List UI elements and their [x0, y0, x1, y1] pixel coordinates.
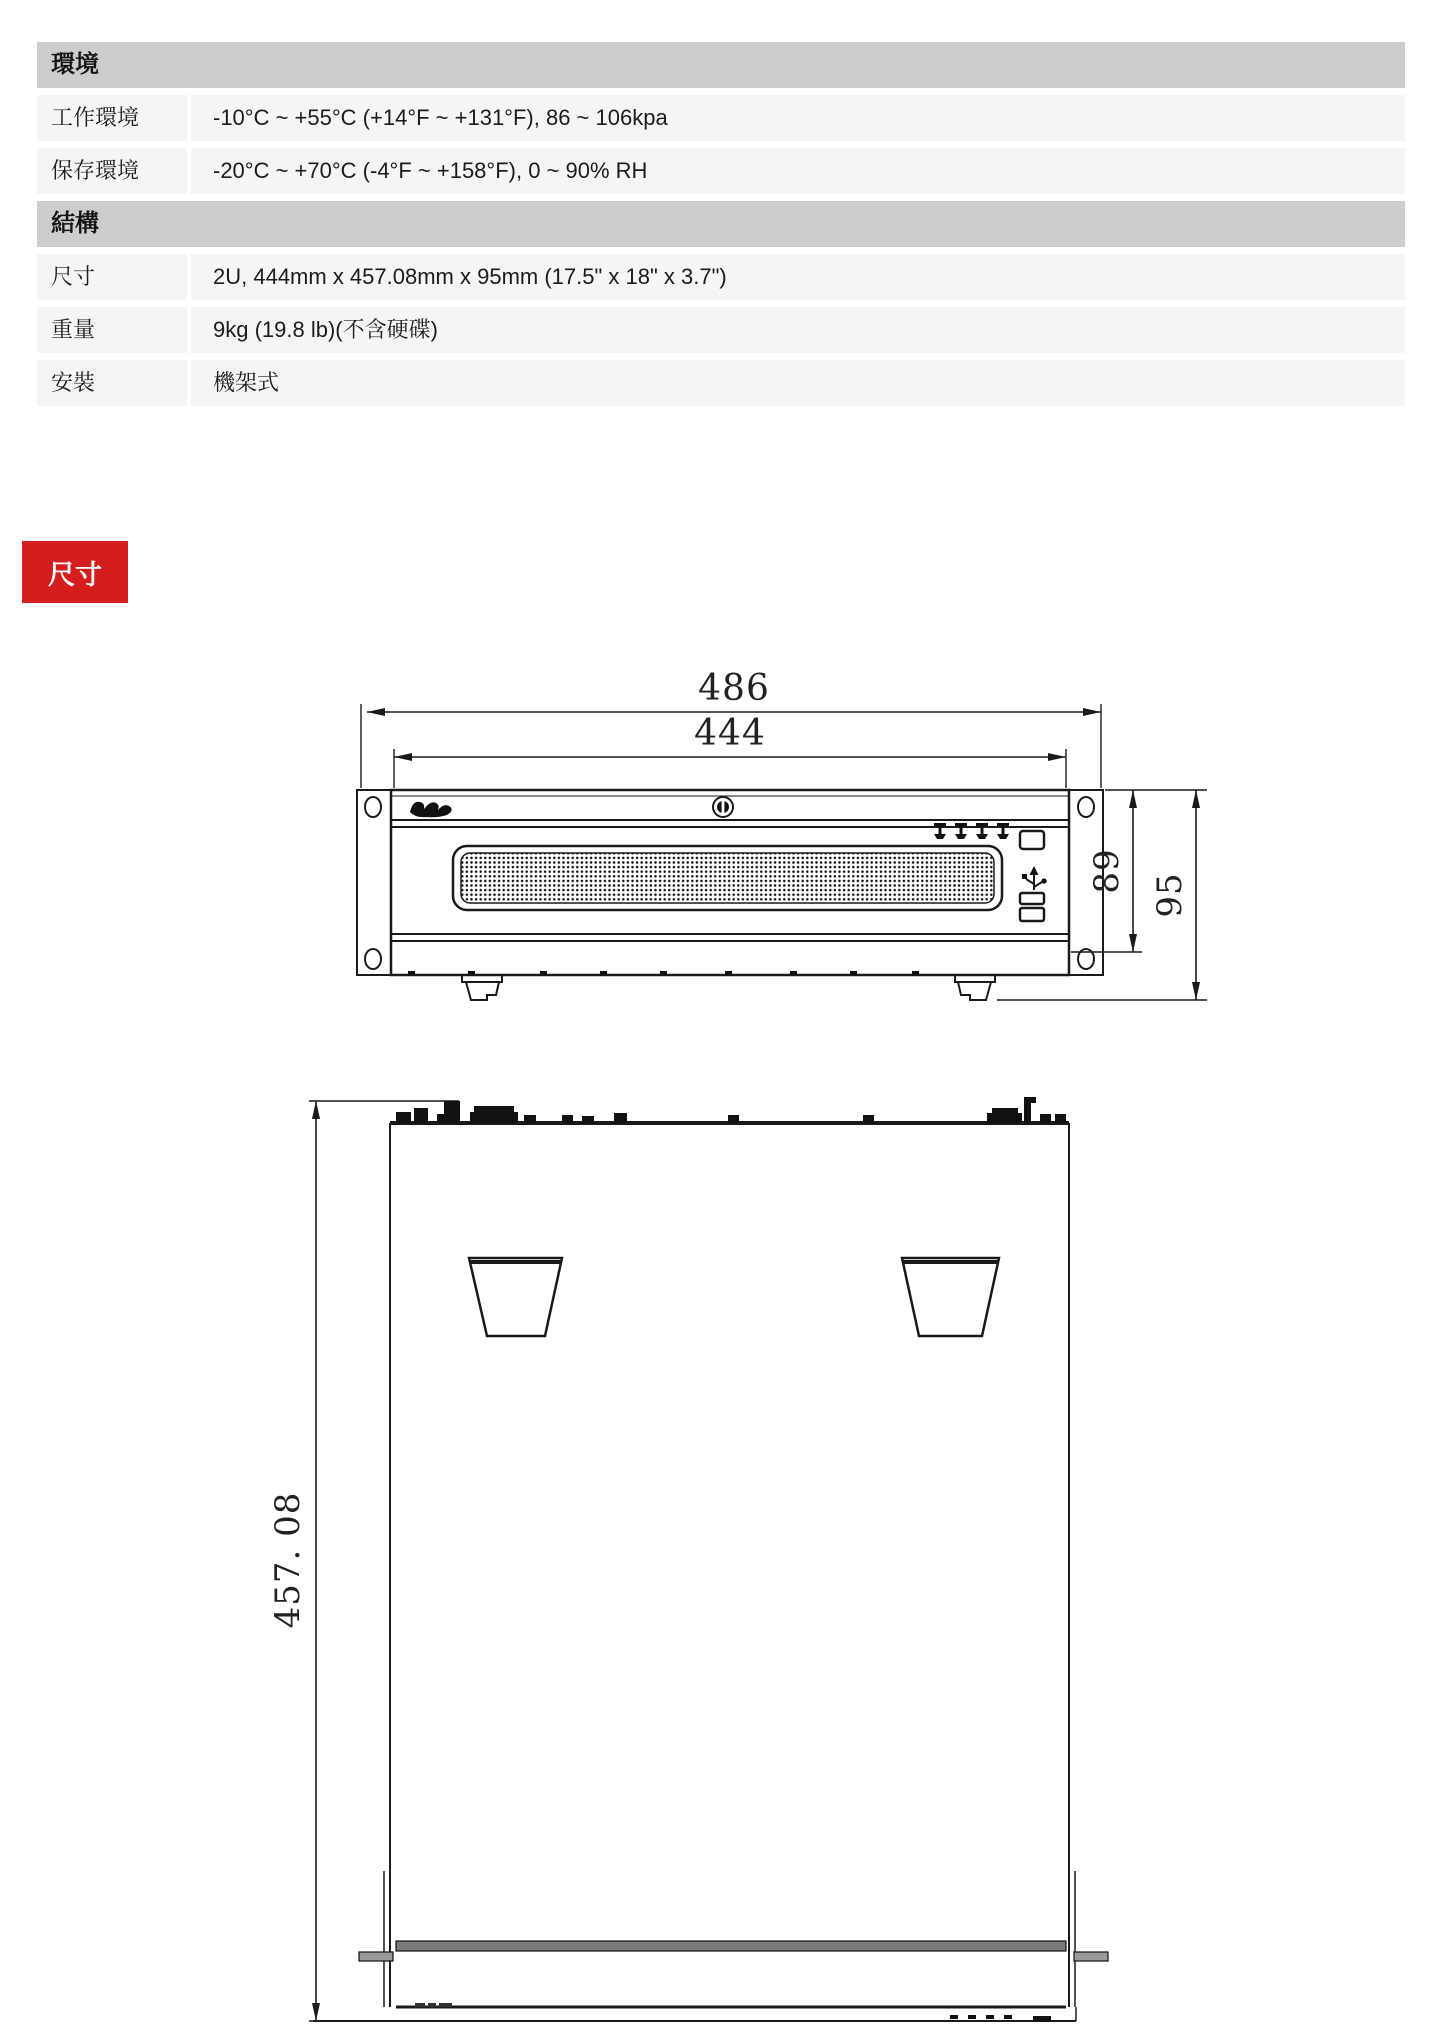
section-header-environment: 環境: [37, 42, 1405, 88]
ear-screw-right: [1074, 1952, 1108, 1961]
led-indicator-icons: [934, 823, 1009, 839]
led-icon: [976, 823, 988, 839]
power-button: [1020, 831, 1044, 849]
dim-label-body-width: 444: [694, 713, 766, 754]
spec-row-weight: [37, 307, 1405, 353]
vent-grille: [453, 846, 1002, 910]
spec-value-cell: 9kg (19.8 lb)(不含硬碟): [191, 307, 1405, 353]
spec-row-storage-env: [37, 148, 1405, 194]
usb-ports: [1020, 893, 1044, 921]
spec-row-installation: [37, 360, 1405, 406]
handle-left: [469, 1258, 562, 1336]
dimension-457-08: [268, 1101, 459, 2021]
ear-screw-left: [359, 1952, 393, 1961]
handle-right: [902, 1258, 999, 1336]
spec-label-cell: 保存環境: [37, 148, 187, 194]
spec-table: [37, 42, 1405, 413]
spec-row-dimensions: [37, 254, 1405, 300]
led-icon: [955, 823, 967, 839]
dimension-drawing: [0, 640, 1440, 2033]
front-edge-bar: [359, 1941, 1108, 1961]
spec-label-cell: 重量: [37, 307, 187, 353]
spec-value-cell: -20°C ~ +70°C (-4°F ~ +158°F), 0 ~ 90% RH: [191, 148, 1405, 194]
dimensions-section-label: 尺寸: [22, 541, 128, 603]
lock-icon: [713, 797, 733, 817]
dahua-logo: [410, 802, 452, 818]
led-icon: [934, 823, 946, 839]
usb-icon: [1022, 866, 1047, 890]
spec-row-operating-env: [37, 95, 1405, 141]
spec-label-cell: 安裝: [37, 360, 187, 406]
spec-value-cell: 機架式: [191, 360, 1405, 406]
dim-label-overall-height: 95: [1150, 872, 1190, 918]
foot-right: [955, 975, 995, 1000]
dimension-444: [394, 713, 1066, 788]
led-icon: [997, 823, 1009, 839]
spec-label-cell: 工作環境: [37, 95, 187, 141]
dim-label-body-height: 89: [1087, 848, 1127, 894]
dim-label-depth: 457. 08: [268, 1491, 308, 1629]
section-header-structure: 結構: [37, 201, 1405, 247]
spec-label-cell: 尺寸: [37, 254, 187, 300]
dim-label-overall-width: 486: [698, 668, 770, 709]
front-chassis: [357, 790, 1103, 1000]
rear-connectors: [396, 1097, 1066, 1123]
spec-value-cell: 2U, 444mm x 457.08mm x 95mm (17.5" x 18" x 3.7"): [191, 254, 1405, 300]
spec-value-cell: -10°C ~ +55°C (+14°F ~ +131°F), 86 ~ 106kpa: [191, 95, 1405, 141]
foot-left: [462, 975, 502, 1000]
front-view: [357, 668, 1207, 1000]
top-view: [268, 1097, 1108, 2022]
